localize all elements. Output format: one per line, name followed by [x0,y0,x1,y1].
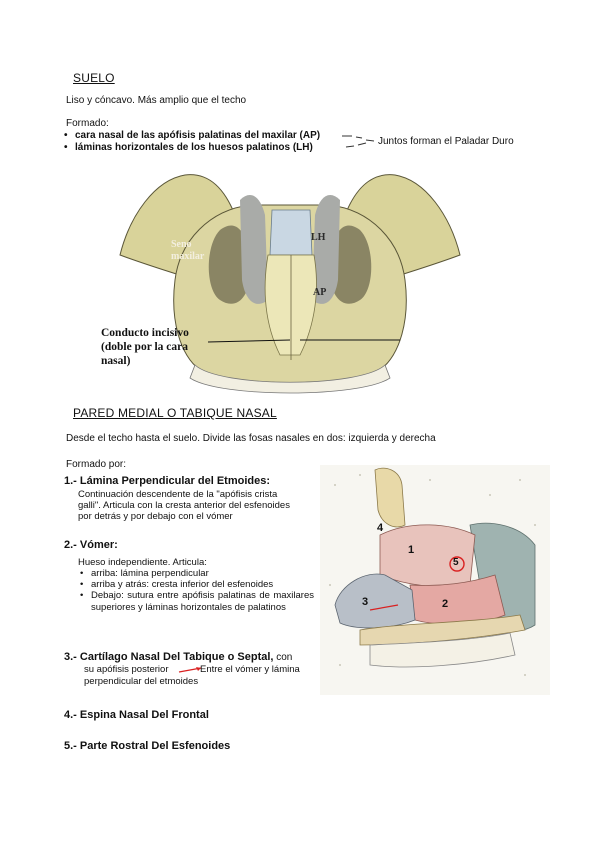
item-1-line: Continuación descendente de la "apófisis crista [78,489,278,500]
label-conducto-3: nasal) [101,355,131,367]
item-2-intro: Hueso independiente. Articula: [78,557,207,568]
label-ap: AP [313,287,327,298]
septum-title: PARED MEDIAL O TABIQUE NASAL [73,406,277,420]
label-conducto-1: Conducto incisivo [101,327,189,339]
nasal-septum-illustration [320,465,550,695]
brace-note: Juntos forman el Paladar Duro [378,136,514,147]
floor-bullets [62,130,320,153]
floor-bullet: • láminas horizontales de los huesos palatinos (LH) [62,142,320,154]
figure-label-3: 3 [362,596,369,608]
item-3-heading [64,651,292,664]
floor-bullet: • cara nasal de las apófisis palatinas del maxilar (AP) [62,130,320,142]
item-2-bullet: • arriba y atrás: cresta inferior del esfenoides [78,579,314,590]
figure-label-5: 5 [453,557,459,568]
item-2-bullet: • Debajo: sutura entre apófisis palatinas de maxilares superiores y láminas horizontales de palatinos [78,590,314,612]
item-1-body [78,489,318,523]
septum-description: Desde el techo hasta el suelo. Divide las fosas nasales en dos: izquierda y derecha [66,433,436,444]
item-3-line2-b: Entre el vómer y lámina [200,664,300,675]
floor-formed-label: Formado: [66,118,109,129]
item-3-line2-a: su apófisis posterior [84,664,169,675]
item-3-line3: perpendicular del etmoides [84,676,199,687]
palate-skull-illustration [100,160,480,395]
label-lh: LH [311,232,326,243]
septum-formed-label: Formado por: [66,459,127,470]
item-3-heading-tail: con [273,652,293,663]
item-2-heading: 2.- Vómer: [64,539,118,551]
item-2-bullets [78,568,314,613]
figure-label-2: 2 [442,598,449,610]
label-seno-1: Seno [171,239,192,250]
figure-label-1: 1 [408,544,415,556]
item-5-heading: 5.- Parte Rostral Del Esfenoides [64,740,231,752]
item-1-heading: 1.- Lámina Perpendicular del Etmoides: [64,475,270,487]
item-2-bullet: • arriba: lámina perpendicular [78,568,314,579]
floor-description: Liso y cóncavo. Más amplio que el techo [66,95,247,106]
item-1-line: galli". Articula con la cresta anterior del esfenoides [78,500,290,512]
item-4-heading: 4.- Espina Nasal Del Frontal [64,709,209,721]
brace-dashes [340,130,380,152]
item-3-heading-bold: 3.- Cartílago Nasal Del Tabique o Septal, [64,651,274,663]
label-conducto-2: (doble por la cara [101,341,188,353]
figure-label-4: 4 [377,522,384,534]
item-1-line: por detrás y por debajo con el vómer [78,511,233,523]
label-seno-2: maxilar [171,251,205,262]
floor-title: SUELO [73,71,115,85]
item-3-line2 [84,664,168,675]
